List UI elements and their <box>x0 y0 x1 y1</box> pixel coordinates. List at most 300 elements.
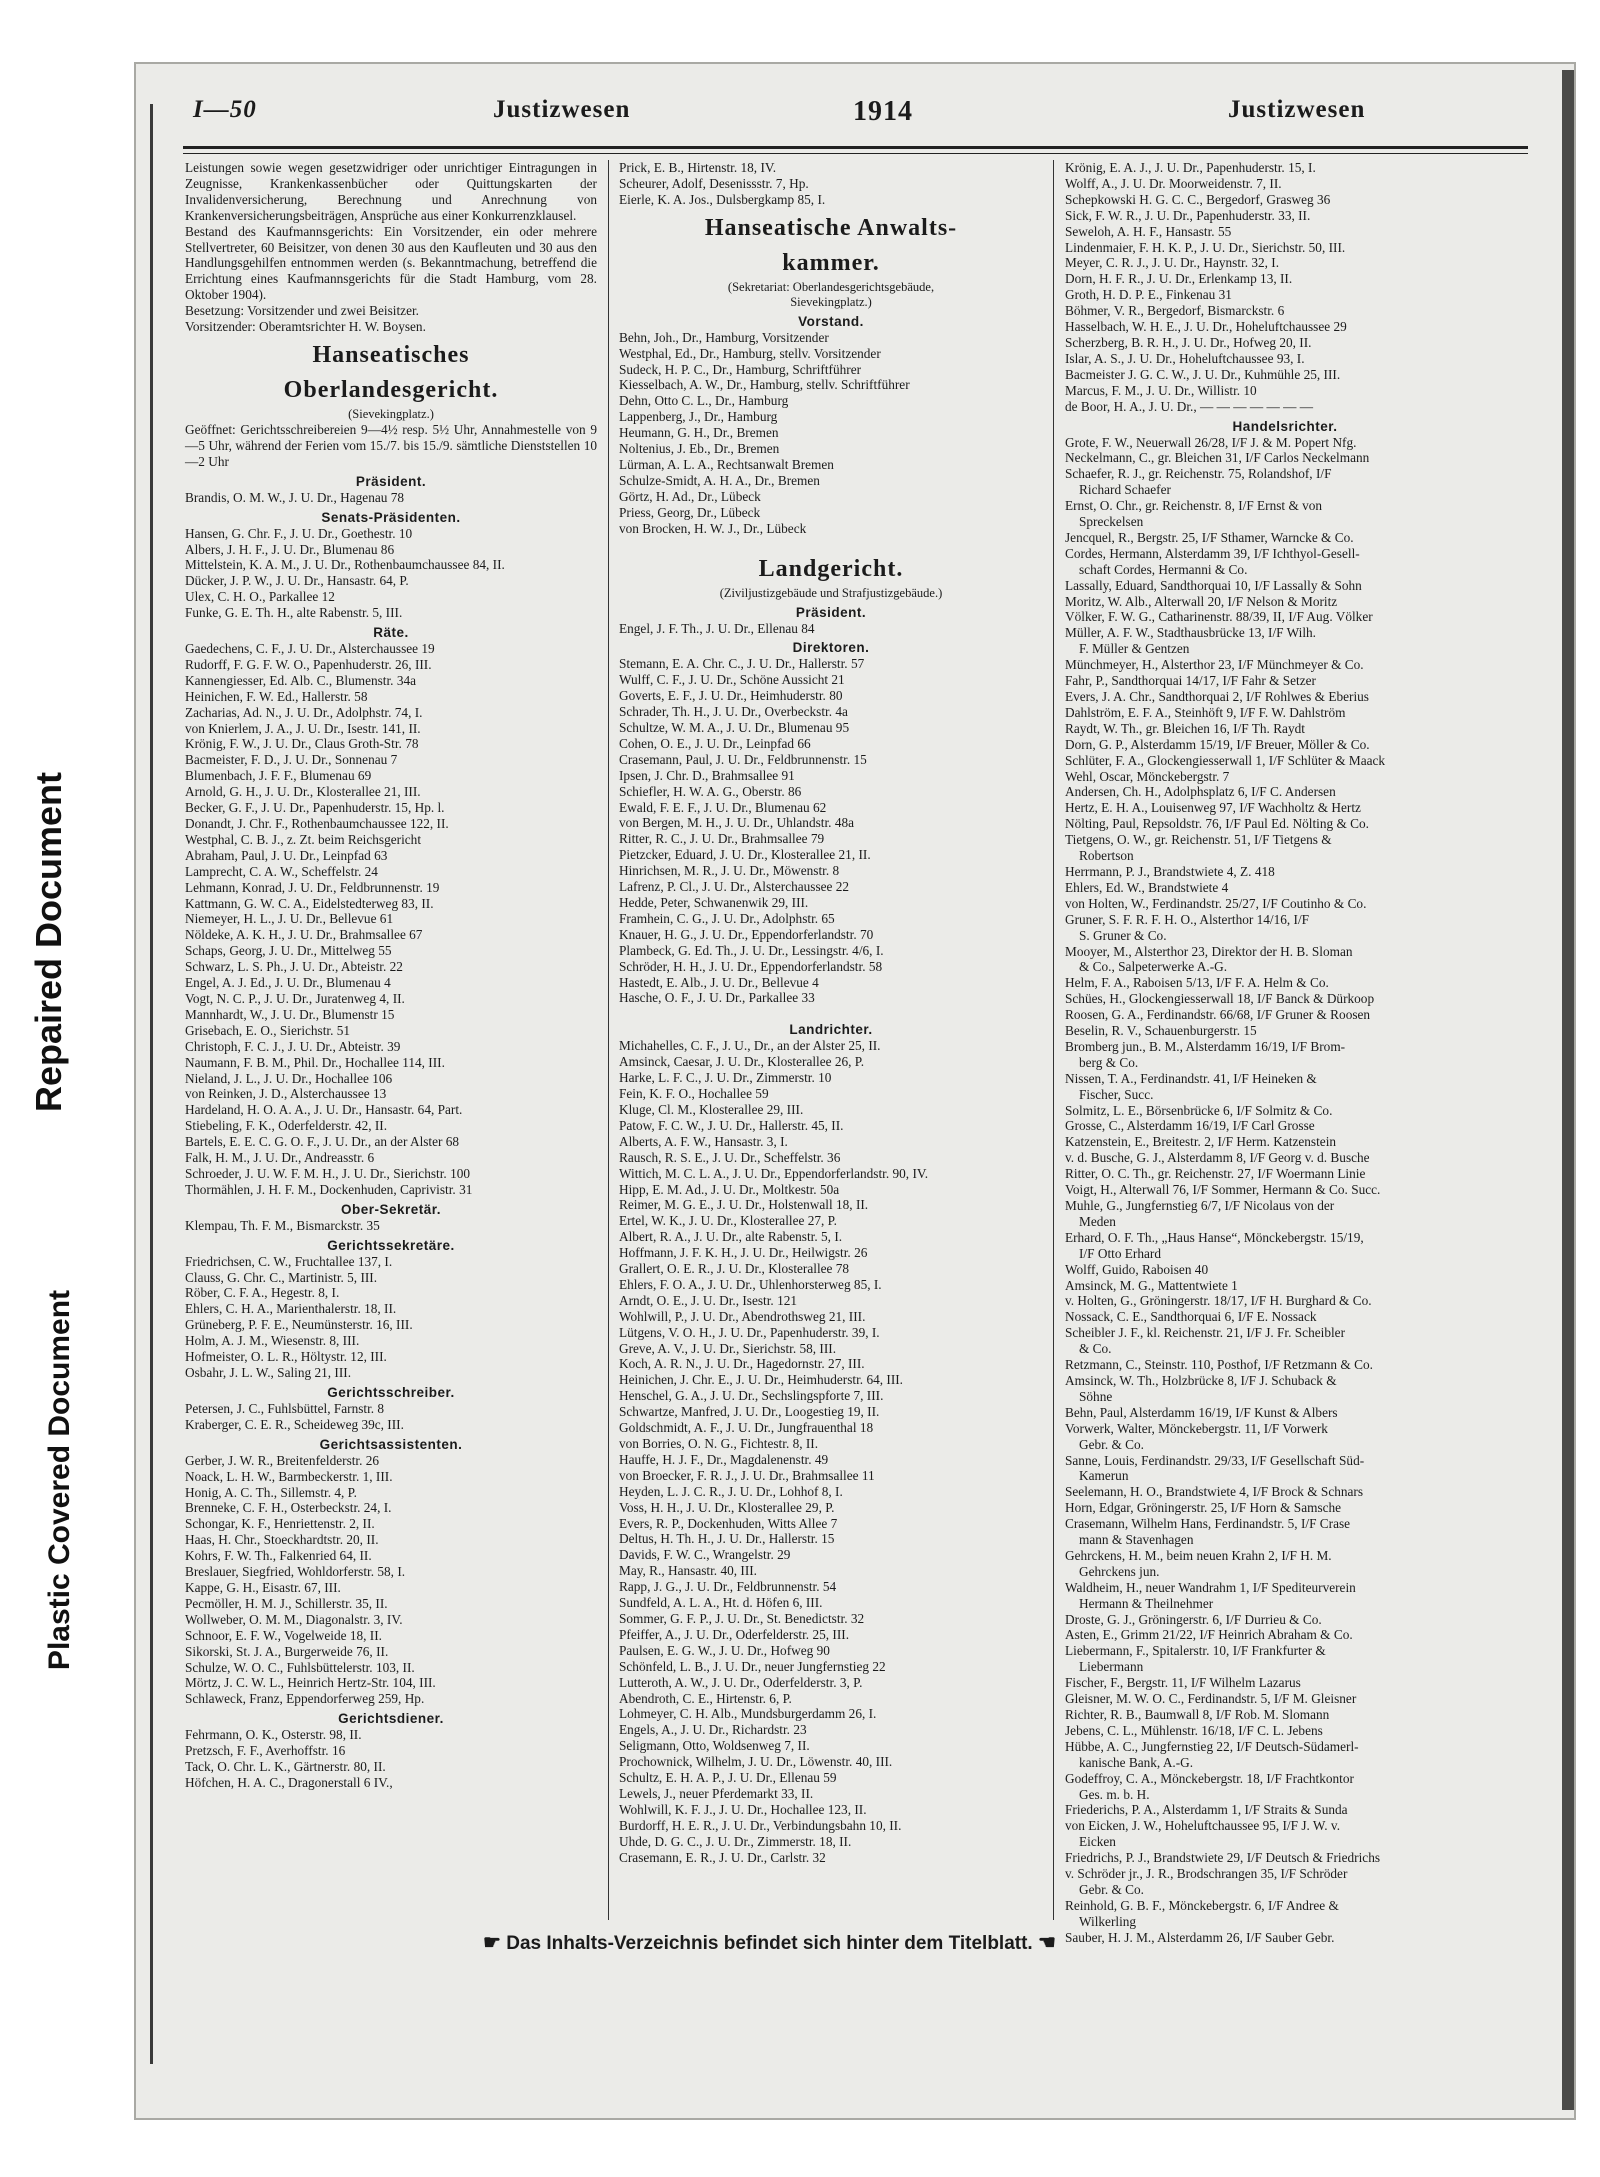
document-page <box>134 62 1576 2120</box>
directory-entry: Mannhardt, W., J. U. Dr., Blumenstr 15 <box>185 1006 395 1022</box>
year: 1914 <box>853 96 913 127</box>
directory-entry: Grüneberg, P. F. E., Neumünsterstr. 16, III. <box>185 1317 413 1333</box>
directory-entry: Erhard, O. F. Th., „Haus Hanse“, Mönckebergstr. 15/19, <box>1065 1229 1364 1245</box>
directory-entry: Müller, A. F. W., Stadthausbrücke 13, I/F Wilh. <box>1065 625 1316 641</box>
directory-entry: Nöldeke, A. K. H., J. U. Dr., Brahmsallee 67 <box>185 927 423 943</box>
directory-entry: Kappe, G. H., Eisastr. 67, III. <box>185 1579 341 1595</box>
directory-entry: Ritter, O. C. Th., gr. Reichenstr. 27, I/F Woermann Linie <box>1065 1166 1366 1182</box>
directory-entry: Holm, A. J. M., Wiesenstr. 8, III. <box>185 1333 360 1349</box>
directory-entry: Hasche, O. F., J. U. Dr., Parkallee 33 <box>619 990 815 1006</box>
directory-entry: Osbahr, J. L. W., Saling 21, III. <box>185 1365 352 1380</box>
column-divider <box>1053 160 1054 1920</box>
directory-entry: Lürman, A. L. A., Rechtsanwalt Bremen <box>619 456 834 472</box>
directory-entry: Herrmann, P. J., Brandstwiete 4, Z. 418 <box>1065 863 1275 879</box>
directory-entry: Pretzsch, F. F., Averhoffstr. 16 <box>185 1743 346 1759</box>
directory-entry: Wolff, A., J. U. Dr. Moorweidenstr. 7, II. <box>1065 175 1282 191</box>
directory-entry: Solmitz, L. E., Börsenbrücke 6, I/F Solmitz & Co. <box>1065 1102 1333 1118</box>
directory-entry: Godeffroy, C. A., Mönckebergstr. 18, I/F Frachtkontor <box>1065 1770 1354 1786</box>
directory-entry: Albers, J. H. F., J. U. Dr., Blumenau 86 <box>185 541 395 557</box>
directory-entry: von Eicken, J. W., Hoheluftchaussee 95, I/F J. W. v. <box>1065 1818 1341 1834</box>
directory-entry: von Broecker, F. R. J., J. U. Dr., Brahmsallee 11 <box>619 1467 875 1483</box>
directory-entry: Engels, A., J. U. Dr., Richardstr. 23 <box>619 1722 807 1738</box>
directory-entry: Hübbe, A. C., Jungfernstieg 22, I/F Deutsch-Südamerl- <box>1065 1738 1359 1754</box>
directory-entry: Wolff, Guido, Raboisen 40 <box>1065 1261 1209 1277</box>
directory-entry: Sundfeld, A. L. A., Ht. d. Höfen 6, III. <box>619 1595 823 1611</box>
directory-entry: Klempau, Th. F. M., Bismarckstr. 35 <box>185 1217 380 1233</box>
directory-entry: Lohmeyer, C. H. Alb., Mundsburgerdamm 26, I. <box>619 1706 877 1722</box>
directory-entry: Falk, H. M., J. U. Dr., Andreasstr. 6 <box>185 1150 375 1166</box>
paragraph: Besetzung: Vorsitzender und zwei Beisitzer. <box>185 303 419 319</box>
directory-entry: Dücker, J. P. W., J. U. Dr., Hansastr. 64, P. <box>185 573 409 589</box>
directory-entry: Engel, J. F. Th., J. U. Dr., Ellenau 84 <box>619 620 815 636</box>
directory-entry: Gehrckens, H. M., beim neuen Krahn 2, I/F H. M. <box>1065 1547 1332 1563</box>
subsection-heading: Senats-Präsidenten. <box>321 509 461 525</box>
directory-entry: Münchmeyer, H., Alsterthor 23, I/F Münchmeyer & Co. <box>1065 657 1364 673</box>
directory-entry: Bacmeister, F. D., J. U. Dr., Sonnenau 7 <box>185 752 398 768</box>
directory-entry: Gerber, J. W. R., Breitenfelderstr. 26 <box>185 1452 380 1468</box>
directory-entry: Patow, F. C. W., J. U. Dr., Hallerstr. 45, II. <box>619 1117 844 1133</box>
directory-entry: Clauss, G. Chr. C., Martinistr. 5, III. <box>185 1269 378 1285</box>
directory-entry: Wollweber, O. M. M., Diagonalstr. 3, IV. <box>185 1611 403 1627</box>
directory-entry: Noltenius, J. Eb., Dr., Bremen <box>619 441 780 457</box>
directory-entry: Pietzcker, Eduard, J. U. Dr., Klosterallee 21, II. <box>619 847 871 863</box>
plastic-covered-document-label: Plastic Covered Document <box>43 1289 76 1671</box>
directory-entry: Schaefer, R. J., gr. Reichenstr. 75, Rolandshof, I/F <box>1065 466 1332 482</box>
directory-entry: Abendroth, C. E., Hirtenstr. 6, P. <box>619 1690 792 1706</box>
directory-entry: Dahlström, E. F. A., Steinhöft 9, I/F F. W. Dahlström <box>1065 704 1346 720</box>
directory-entry: Henschel, G. A., J. U. Dr., Sechslingspforte 7, III. <box>619 1388 884 1404</box>
directory-entry: Mooyer, M., Alsterthor 23, Direktor der H. B. Sloman <box>1065 943 1353 959</box>
directory-entry: Lehmann, Konrad, J. U. Dr., Feldbrunnenstr. 19 <box>185 879 440 895</box>
subsection-heading: Räte. <box>373 625 409 641</box>
directory-entry: Katzenstein, E., Breitestr. 2, I/F Herm. Katzenstein <box>1065 1134 1337 1150</box>
section-note: (Ziviljustizgebäude und Strafjustizgebäude.) <box>719 585 943 600</box>
directory-entry: Cordes, Hermann, Alsterdamm 39, I/F Ichthyol-Gesell- <box>1065 545 1360 561</box>
section-title: Hanseatisches <box>312 341 470 368</box>
directory-entry: Niemeyer, H. L., J. U. Dr., Bellevue 61 <box>185 911 394 927</box>
directory-entry: Lappenberg, J., Dr., Hamburg <box>619 409 778 425</box>
directory-entry: Heumann, G. H., Dr., Bremen <box>619 425 779 441</box>
directory-entry: Hauffe, H. J. F., Dr., Magdalenenstr. 49 <box>619 1451 829 1467</box>
directory-entry: Kattmann, G. W. C. A., Eidelstedterweg 83, II. <box>185 895 434 911</box>
directory-entry: Sudeck, H. P. C., Dr., Hamburg, Schriftführer <box>619 361 862 377</box>
directory-entry: Donandt, J. Chr. F., Rothenbaumchaussee 122, II. <box>185 816 449 831</box>
directory-entry: Greve, A. V., J. U. Dr., Sierichstr. 58, III. <box>619 1340 837 1356</box>
paragraph: Leistungen sowie wegen gesetzwidriger oder unrichtiger Eintragungen in Zeugnisse, Krankenkassenbücher oder Quittungskarten der Invalidenversicherung, Berechnung und Anrechnung von Krankenversicherungsbeiträgen, Ansprüche aus einer Konkurrenzklausel. <box>185 160 597 223</box>
directory-entry: kanische Bank, A.-G. <box>1079 1754 1194 1770</box>
section-title: Oberlandesgericht. <box>283 376 499 403</box>
directory-entry: Hastedt, E. Alb., J. U. Dr., Bellevue 4 <box>619 974 819 990</box>
directory-entry: Schwarz, L. S. Ph., J. U. Dr., Abteistr. 22 <box>185 959 403 975</box>
directory-entry: Brandis, O. M. W., J. U. Dr., Hagenau 78 <box>185 489 405 505</box>
directory-entry: Eicken <box>1079 1834 1116 1850</box>
directory-entry: Evers, R. P., Dockenhuden, Witts Allee 7 <box>619 1515 838 1531</box>
directory-entry: Schlaweck, Franz, Eppendorferweg 259, Hp. <box>185 1691 425 1707</box>
directory-entry: Lütgens, V. O. H., J. U. Dr., Papenhuderstr. 39, I. <box>619 1324 880 1340</box>
directory-entry: Kannengiesser, Ed. Alb. C., Blumenstr. 34a <box>185 672 417 688</box>
directory-entry: Hofmeister, O. L. R., Höltystr. 12, III. <box>185 1349 387 1365</box>
directory-entry: berg & Co. <box>1079 1054 1139 1070</box>
directory-entry: Wulff, C. F., J. U. Dr., Schöne Aussicht 21 <box>619 672 845 688</box>
directory-entry: Ges. m. b. H. <box>1079 1786 1150 1802</box>
directory-entry: Priess, Georg, Dr., Lübeck <box>619 504 761 520</box>
header-rule <box>183 146 1528 154</box>
directory-entry: Mörtz, J. C. W. L., Heinrich Hertz-Str. 104, III. <box>185 1675 436 1691</box>
directory-entry: Thormählen, J. H. F. M., Dockenhuden, Caprivistr. 31 <box>185 1181 473 1197</box>
directory-entry: Horn, Edgar, Gröningerstr. 25, I/F Horn & Samsche <box>1065 1500 1342 1516</box>
directory-entry: Reimer, M. G. E., J. U. Dr., Holstenwall 18, II. <box>619 1197 869 1213</box>
directory-entry: Wohlwill, K. F. J., J. U. Dr., Hochallee 123, II. <box>619 1801 867 1817</box>
spacer <box>619 1006 1043 1018</box>
directory-entry: Schröder, H. H., J. U. Dr., Eppendorferlandstr. 58 <box>619 958 883 974</box>
directory-entry: Droste, G. J., Gröningerstr. 6, I/F Durrieu & Co. <box>1065 1611 1322 1627</box>
directory-entry: Fehrmann, O. K., Osterstr. 98, II. <box>185 1727 362 1743</box>
directory-entry: S. Gruner & Co. <box>1079 927 1167 943</box>
directory-entry: Kiesselbach, A. W., Dr., Hamburg, stellv. Schriftführer <box>619 377 910 393</box>
directory-entry: Hedde, Peter, Schwanenwik 29, III. <box>619 895 809 910</box>
directory-entry: Behn, Joh., Dr., Hamburg, Vorsitzender <box>619 329 829 345</box>
paragraph: Bestand des Kaufmannsgerichts: Ein Vorsitzender, ein oder mehrere Stellvertreter, 60 Beisitzer, von denen 30 aus den Kaufleuten und 30 aus den Handlungsgehilfen entnommen werden (s. Bekanntmachung, betreffend die Errichtung eines Kaufmannsgerichts für die Stadt Hamburg, vom 28. Oktober 1904). <box>185 223 597 303</box>
directory-entry: Paulsen, E. G. W., J. U. Dr., Hofweg 90 <box>619 1642 830 1658</box>
directory-entry: von Bergen, M. H., J. U. Dr., Uhlandstr. 48a <box>619 815 855 831</box>
directory-entry: Groth, H. D. P. E., Finkenau 31 <box>1065 287 1232 303</box>
directory-entry: Koch, A. R. N., J. U. Dr., Hagedornstr. 27, III. <box>619 1356 865 1372</box>
directory-entry: Fischer, F., Bergstr. 11, I/F Wilhelm Lazarus <box>1065 1675 1301 1691</box>
directory-entry: Breslauer, Siegfried, Wohldorferstr. 58, I. <box>185 1564 406 1580</box>
directory-entry: Abraham, Paul, J. U. Dr., Leinpfad 63 <box>185 847 388 863</box>
directory-entry: Seelemann, H. O., Brandstwiete 4, I/F Brock & Schnars <box>1065 1484 1364 1500</box>
directory-entry: Prochownick, Wilhelm, J. U. Dr., Löwenstr. 40, III. <box>619 1754 893 1770</box>
directory-entry: Evers, J. A. Chr., Sandthorquai 2, I/F Rohlwes & Eberius <box>1065 689 1369 704</box>
directory-entry: Albert, R. A., J. U. Dr., alte Rabenstr. 5, I. <box>619 1229 843 1245</box>
directory-entry: Seligmann, Otto, Woldsenweg 7, II. <box>619 1738 810 1754</box>
directory-entry: Rapp, J. G., J. U. Dr., Feldbrunnenstr. 54 <box>619 1579 837 1595</box>
directory-entry: Bacmeister J. G. C. W., J. U. Dr., Kuhmühle 25, III. <box>1065 366 1341 382</box>
directory-entry: Richter, R. B., Baumwall 8, I/F Rob. M. Slomann <box>1065 1707 1330 1722</box>
directory-entry: Gleisner, M. W. O. C., Ferdinandstr. 5, I/F M. Gleisner <box>1065 1691 1357 1707</box>
directory-entry: Scheibler J. F., kl. Reichenstr. 21, I/F J. Fr. Scheibler <box>1065 1325 1345 1341</box>
directory-entry: Haas, H. Chr., Stoeckhardtstr. 20, II. <box>185 1532 379 1548</box>
directory-entry: Liebermann <box>1079 1659 1144 1675</box>
directory-entry: Deltus, H. Th. H., J. U. Dr., Hallerstr. 15 <box>619 1531 835 1547</box>
directory-entry: Davids, F. W. C., Wrangelstr. 29 <box>619 1547 791 1563</box>
directory-entry: Harke, L. F. C., J. U. Dr., Zimmerstr. 10 <box>619 1070 832 1086</box>
running-title-left: Justizwesen <box>493 96 631 123</box>
directory-entry: Meden <box>1079 1213 1116 1229</box>
directory-entry: Voss, H. H., J. U. Dr., Klosterallee 29, P. <box>619 1499 835 1515</box>
directory-entry: von Knierlem, J. A., J. U. Dr., Isestr. 141, II. <box>185 720 421 736</box>
directory-entry: Grallert, O. E. R., J. U. Dr., Klosterallee 78 <box>619 1261 850 1277</box>
directory-entry: Prick, E. B., Hirtenstr. 18, IV. <box>619 160 777 175</box>
directory-entry: Rudorff, F. G. F. W. O., Papenhuderstr. 26, III. <box>185 656 432 672</box>
directory-entry: Grosse, C., Alsterdamm 16/19, I/F Carl Grosse <box>1065 1118 1315 1134</box>
subsection-heading: Ober-Sekretär. <box>340 1201 442 1217</box>
directory-entry: Mittelstein, K. A. M., J. U. Dr., Rothenbaumchaussee 84, II. <box>185 557 505 573</box>
directory-entry: Amsinck, W. Th., Holzbrücke 8, I/F J. Schuback & <box>1065 1372 1337 1388</box>
directory-entry: Schulze, W. O. C., Fuhlsbüttelerstr. 103, II. <box>185 1659 415 1675</box>
directory-entry: Bartels, E. E. C. G. O. F., J. U. Dr., an der Alster 68 <box>185 1134 460 1150</box>
running-title-right: Justizwesen <box>1228 96 1366 123</box>
directory-entry: Schnoor, E. F. W., Vogelweide 18, II. <box>185 1627 382 1643</box>
directory-entry: Schepkowski H. G. C. C., Bergedorf, Grasweg 36 <box>1065 191 1331 207</box>
column-1 <box>185 160 597 1920</box>
directory-entry: Wittich, M. C. L. A., J. U. Dr., Eppendorferlandstr. 90, IV. <box>619 1165 929 1181</box>
directory-entry: Schwartze, Manfred, J. U. Dr., Loogestieg 19, II. <box>619 1404 880 1420</box>
directory-entry: Nieland, J. L., J. U. Dr., Hochallee 106 <box>185 1070 393 1086</box>
directory-entry: Tietgens, O. W., gr. Reichenstr. 51, I/F Tietgens & <box>1065 832 1332 848</box>
directory-entry: Tack, O. Chr. L. K., Gärtnerstr. 80, II. <box>185 1759 386 1775</box>
section-title: Hanseatische Anwalts- <box>704 214 958 241</box>
directory-entry: Kluge, Cl. M., Klosterallee 29, III. <box>619 1101 804 1117</box>
directory-entry: Behn, Paul, Alsterdamm 16/19, I/F Kunst & Albers <box>1065 1404 1338 1420</box>
directory-entry: Fischer, Succ. <box>1079 1086 1154 1102</box>
subsection-heading: Handelsrichter. <box>1232 418 1338 434</box>
directory-entry: Görtz, H. Ad., Dr., Lübeck <box>619 488 761 504</box>
directory-entry: Sommer, G. F. P., J. U. Dr., St. Benedictstr. 32 <box>619 1610 865 1626</box>
footer-note <box>483 1930 1383 1960</box>
directory-entry: Höfchen, H. A. C., Dragonerstall 6 IV., <box>185 1774 393 1790</box>
directory-entry: & Co. <box>1079 1341 1112 1357</box>
directory-entry: Hoffmann, J. F. K. H., J. U. Dr., Heilwigstr. 26 <box>619 1245 868 1261</box>
directory-entry: Petersen, J. C., Fuhlsbüttel, Farnstr. 8 <box>185 1400 385 1416</box>
directory-entry: Dorn, H. F. R., J. U. Dr., Erlenkamp 13, II. <box>1065 271 1293 287</box>
directory-entry: Fahr, P., Sandthorquai 14/17, I/F Fahr & Setzer <box>1065 673 1316 689</box>
directory-entry: Uhde, D. G. C., J. U. Dr., Zimmerstr. 18, II. <box>619 1833 852 1849</box>
directory-entry: Richard Schaefer <box>1079 482 1171 498</box>
section-note: (Sekretariat: Oberlandesgerichtsgebäude, <box>727 279 935 294</box>
subsection-heading: Gerichtssekretäre. <box>327 1237 455 1253</box>
directory-entry: Noack, L. H. W., Barmbeckerstr. 1, III. <box>185 1468 393 1484</box>
directory-entry: Knauer, H. G., J. U. Dr., Eppendorferlandstr. 70 <box>619 926 874 942</box>
directory-entry: Krönig, F. W., J. U. Dr., Claus Groth-Str. 78 <box>185 736 419 752</box>
directory-entry: Schultze, W. M. A., J. U. Dr., Blumenau 95 <box>619 720 850 736</box>
subsection-heading: Vorstand. <box>798 313 864 329</box>
subsection-heading: Präsident. <box>355 473 427 489</box>
directory-entry: Burdorff, H. E. R., J. U. Dr., Verbindungsbahn 10, II. <box>619 1817 902 1833</box>
directory-entry: Becker, G. F., J. U. Dr., Papenhuderstr. 15, Hp. l. <box>185 800 445 816</box>
directory-entry: Meyer, C. R. J., J. U. Dr., Haynstr. 32, I. <box>1065 255 1280 271</box>
directory-entry: Krönig, E. A. J., J. U. Dr., Papenhuderstr. 15, I. <box>1065 160 1316 175</box>
directory-entry: Lamprecht, C. A. W., Scheffelstr. 24 <box>185 863 378 879</box>
directory-entry: Liebermann, F., Spitalerstr. 10, I/F Frankfurter & <box>1065 1643 1326 1659</box>
directory-entry: Hardeland, H. O. A. A., J. U. Dr., Hansastr. 64, Part. <box>185 1102 463 1118</box>
directory-entry: Honig, A. C. Th., Sillemstr. 4, P. <box>185 1484 357 1500</box>
directory-entry: Nissen, T. A., Ferdinandstr. 41, I/F Heineken & <box>1065 1070 1317 1086</box>
directory-entry: Heyden, L. J. C. R., J. U. Dr., Lohhof 8, I. <box>619 1483 843 1499</box>
section-title: kammer. <box>782 249 880 276</box>
binding-edge <box>1562 70 1574 2110</box>
directory-entry: von Reinken, J. D., Alsterchaussee 13 <box>185 1086 387 1102</box>
directory-entry: Ehlers, C. H. A., Marienthalerstr. 18, II. <box>185 1301 397 1317</box>
directory-entry: Wohlwill, P., J. U. Dr., Abendrothsweg 21, III. <box>619 1308 866 1324</box>
directory-entry: Arndt, O. E., J. U. Dr., Isestr. 121 <box>619 1292 798 1308</box>
directory-entry: Asten, E., Grimm 21/22, I/F Heinrich Abraham & Co. <box>1065 1627 1353 1643</box>
directory-entry: Grote, F. W., Neuerwall 26/28, I/F J. & M. Popert Nfg. <box>1065 434 1357 450</box>
directory-entry: Moritz, W. Alb., Alterwall 20, I/F Nelson & Moritz <box>1065 593 1338 609</box>
directory-entry: Söhne <box>1079 1388 1113 1404</box>
directory-entry: Lutteroth, A. W., J. U. Dr., Oderfelderstr. 3, P. <box>619 1674 863 1690</box>
directory-entry: Roosen, G. A., Ferdinandstr. 66/68, I/F Gruner & Roosen <box>1065 1007 1371 1023</box>
directory-entry: Naumann, F. B. M., Phil. Dr., Hochallee 114, III. <box>185 1054 445 1070</box>
directory-entry: Kohrs, F. W. Th., Falkenried 64, II. <box>185 1548 372 1564</box>
directory-entry: Plambeck, G. Ed. Th., J. U. Dr., Lessingstr. 4/6, I. <box>619 942 884 958</box>
directory-entry: Gehrckens jun. <box>1079 1563 1160 1579</box>
directory-entry: Christoph, F. C. J., J. U. Dr., Abteistr. 39 <box>185 1038 401 1054</box>
page-header <box>193 96 1523 136</box>
directory-entry: Framhein, C. G., J. U. Dr., Adolphstr. 65 <box>619 910 835 926</box>
directory-entry: Engel, A. J. Ed., J. U. Dr., Blumenau 4 <box>185 975 391 991</box>
directory-entry: Goldschmidt, A. F., J. U. Dr., Jungfrauenthal 18 <box>619 1420 874 1436</box>
directory-entry: Waldheim, H., neuer Wandrahm 1, I/F Spediteurverein <box>1065 1579 1356 1595</box>
subsection-heading: Landrichter. <box>789 1022 873 1038</box>
page-number: I—50 <box>193 96 257 123</box>
directory-entry: Andersen, Ch. H., Adolphsplatz 6, I/F C. Andersen <box>1065 784 1336 800</box>
directory-entry: Muhle, G., Jungfernstieg 6/7, I/F Nicolaus von der <box>1065 1198 1335 1213</box>
directory-entry: Ulex, C. H. O., Parkallee 12 <box>185 589 335 605</box>
directory-entry: Schiefler, H. W. A. G., Oberstr. 86 <box>619 783 802 799</box>
directory-entry: May, R., Hansastr. 40, III. <box>619 1563 757 1579</box>
directory-entry: Friedrichsen, C. W., Fruchtallee 137, I. <box>185 1253 393 1269</box>
pointing-hand-left-icon: ☚ <box>1038 1932 1056 1954</box>
spacer <box>619 537 1043 549</box>
directory-entry: Goverts, E. F., J. U. Dr., Heimhuderstr. 80 <box>619 688 843 704</box>
directory-entry: de Boor, H. A., J. U. Dr., — — — — — — — <box>1065 398 1314 414</box>
directory-entry: Schrader, Th. H., J. U. Dr., Overbeckstr. 4a <box>619 704 848 720</box>
directory-entry: Nossack, C. E., Sandthorquai 6, I/F E. Nossack <box>1065 1309 1317 1325</box>
directory-entry: Hermann & Theilnehmer <box>1079 1595 1214 1611</box>
directory-entry: Hasselbach, W. H. E., J. U. Dr., Hoheluftchaussee 29 <box>1065 319 1347 335</box>
directory-entry: Gaedechens, C. F., J. U. Dr., Alsterchaussee 19 <box>185 641 435 657</box>
directory-entry: F. Müller & Gentzen <box>1079 641 1190 657</box>
directory-entry: Völker, F. W. G., Catharinenstr. 88/39, II, I/F Aug. Völker <box>1065 609 1373 625</box>
directory-entry: Crasemann, Wilhelm Hans, Ferdinandstr. 5, I/F Crase <box>1065 1516 1351 1532</box>
directory-entry: Vorwerk, Walter, Mönckebergstr. 11, I/F Vorwerk <box>1065 1420 1328 1436</box>
directory-entry: Schongar, K. F., Henriettenstr. 2, II. <box>185 1516 375 1532</box>
directory-entry: Islar, A. S., J. U. Dr., Hoheluftchaussee 93, I. <box>1065 350 1305 366</box>
directory-entry: Wilkerling <box>1079 1913 1137 1929</box>
directory-entry: Scherzberg, B. R. H., J. U. Dr., Hofweg 20, II. <box>1065 334 1312 350</box>
column-3 <box>1065 160 1505 1945</box>
directory-entry: Dehn, Otto C. L., Dr., Hamburg <box>619 393 789 409</box>
pointing-hand-right-icon: ☛ <box>483 1932 501 1954</box>
directory-entry: Grisebach, E. O., Sierichstr. 51 <box>185 1022 351 1038</box>
directory-entry: Amsinck, M. G., Mattentwiete 1 <box>1065 1277 1238 1293</box>
directory-entry: Schües, H., Glockengiesserwall 18, I/F Banck & Dürkoop <box>1065 991 1375 1007</box>
directory-entry: Lassally, Eduard, Sandthorquai 10, I/F Lassally & Sohn <box>1065 577 1362 593</box>
directory-entry: Wehl, Oscar, Mönckebergstr. 7 <box>1065 768 1230 784</box>
directory-entry: Kamerun <box>1079 1468 1129 1484</box>
directory-entry: Hertz, E. H. A., Louisenweg 97, I/F Wachholtz & Hertz <box>1065 800 1361 816</box>
directory-entry: Seweloh, A. H. F., Hansastr. 55 <box>1065 223 1232 239</box>
directory-entry: Eierle, K. A. Jos., Dulsbergkamp 85, I. <box>619 191 826 207</box>
column-divider <box>608 160 609 1920</box>
directory-entry: Sick, F. W. R., J. U. Dr., Papenhuderstr. 33, II. <box>1065 207 1311 223</box>
directory-entry: Ehlers, Ed. W., Brandstwiete 4 <box>1065 879 1229 895</box>
directory-entry: Helm, F. A., Raboisen 5/13, I/F F. A. Helm & Co. <box>1065 975 1329 991</box>
subsection-heading: Gerichtsdiener. <box>338 1711 444 1727</box>
directory-entry: Jencquel, R., Bergstr. 25, I/F Sthamer, Warncke & Co. <box>1065 529 1354 545</box>
directory-entry: Stiebeling, F. K., Oderfelderstr. 42, II. <box>185 1118 388 1134</box>
directory-entry: Röber, C. F. A., Hegestr. 8, I. <box>185 1285 340 1301</box>
directory-entry: Schroeder, J. U. W. F. M. H., J. U. Dr., Sierichstr. 100 <box>185 1165 471 1181</box>
directory-entry: Stemann, E. A. Chr. C., J. U. Dr., Hallerstr. 57 <box>619 656 865 672</box>
directory-entry: Gruner, S. F. R. F. H. O., Alsterthor 14/16, I/F <box>1065 911 1310 927</box>
section-note: Sievekingplatz.) <box>790 294 872 309</box>
directory-entry: Heinichen, F. W. Ed., Hallerstr. 58 <box>185 688 368 704</box>
footer-text: Das Inhalts-Verzeichnis befindet sich hinter dem Titelblatt. <box>506 1933 1033 1954</box>
directory-entry: v. Schröder jr., J. R., Brodschrangen 35, I/F Schröder <box>1065 1866 1348 1882</box>
directory-entry: Ipsen, J. Chr. D., Brahmsallee 91 <box>619 767 795 783</box>
directory-entry: Pfeiffer, A., J. U. Dr., Oderfelderstr. 25, III. <box>619 1626 850 1642</box>
subsection-heading: Präsident. <box>795 604 867 620</box>
subsection-heading: Gerichtsassistenten. <box>319 1436 463 1452</box>
directory-entry: von Brocken, H. W. J., Dr., Lübeck <box>619 520 807 536</box>
directory-entry: Ertel, W. K., J. U. Dr., Klosterallee 27, P. <box>619 1213 837 1229</box>
directory-entry: von Borries, O. N. G., Fichtestr. 8, II. <box>619 1436 819 1451</box>
directory-entry: Alberts, A. F. W., Hansastr. 3, I. <box>619 1133 788 1149</box>
directory-entry: Voigt, H., Alterwall 76, I/F Sommer, Hermann & Co. Succ. <box>1065 1182 1381 1198</box>
directory-entry: Rausch, R. S. E., J. U. Dr., Scheffelstr. 36 <box>619 1149 841 1165</box>
directory-entry: Michahelles, C. F., J. U., Dr., an der Alster 25, II. <box>619 1038 881 1054</box>
directory-entry: Zacharias, Ad. N., J. U. Dr., Adolphstr. 74, I. <box>185 704 423 720</box>
directory-entry: Lafrenz, P. Cl., J. U. Dr., Alsterchaussee 22 <box>619 879 850 895</box>
paragraph: Geöffnet: Gerichtsschreibereien 9—4½ resp. 5½ Uhr, Annahmestelle von 9—5 Uhr, während der Ferien vom 15./7. bis 15./9. sämtliche Dienststellen 10—2 Uhr <box>185 421 597 469</box>
directory-entry: Friedrichs, P. J., Brandstwiete 29, I/F Deutsch & Friedrichs <box>1065 1850 1381 1866</box>
directory-entry: Arnold, G. H., J. U. Dr., Klosterallee 21, III. <box>185 784 421 800</box>
directory-entry: Neckelmann, C., gr. Bleichen 31, I/F Carlos Neckelmann <box>1065 450 1370 466</box>
directory-entry: v. d. Busche, G. J., Alsterdamm 8, I/F Georg v. d. Busche <box>1065 1150 1370 1166</box>
directory-entry: Dorn, G. P., Alsterdamm 15/19, I/F Breuer, Möller & Co. <box>1065 736 1370 752</box>
directory-entry: Friederichs, P. A., Alsterdamm 1, I/F Straits & Sunda <box>1065 1802 1348 1818</box>
paragraph: Vorsitzender: Oberamtsrichter H. W. Boysen. <box>185 319 426 335</box>
directory-entry: Schultz, E. H. A. P., J. U. Dr., Ellenau 59 <box>619 1770 837 1786</box>
directory-entry: Hinrichsen, M. R., J. U. Dr., Möwenstr. 8 <box>619 863 840 879</box>
directory-entry: von Holten, W., Ferdinandstr. 25/27, I/F Coutinho & Co. <box>1065 895 1367 911</box>
directory-entry: Sikorski, St. J. A., Burgerweide 76, II. <box>185 1643 389 1659</box>
directory-entry: Sauber, H. J. M., Alsterdamm 26, I/F Sauber Gebr. <box>1065 1929 1335 1945</box>
directory-entry: Crasemann, Paul, J. U. Dr., Feldbrunnenstr. 15 <box>619 751 867 767</box>
column-2 <box>619 160 1043 1920</box>
directory-entry: Lewels, J., neuer Pferdemarkt 33, II. <box>619 1785 814 1801</box>
directory-entry: Nölting, Paul, Repsoldstr. 76, I/F Paul Ed. Nölting & Co. <box>1065 816 1369 832</box>
directory-entry: Schönfeld, L. B., J. U. Dr., neuer Jungfernstieg 22 <box>619 1658 886 1674</box>
directory-entry: Fein, K. F. O., Hochallee 59 <box>619 1086 769 1102</box>
directory-entry: Retzmann, C., Steinstr. 110, Posthof, I/F Retzmann & Co. <box>1065 1357 1373 1373</box>
directory-entry: Funke, G. E. Th. H., alte Rabenstr. 5, III. <box>185 605 403 621</box>
directory-entry: Gebr. & Co. <box>1079 1881 1145 1897</box>
directory-entry: Robertson <box>1079 848 1134 864</box>
directory-entry: v. Holten, G., Gröningerstr. 18/17, I/F H. Burghard & Co. <box>1065 1293 1372 1309</box>
section-note: (Sievekingplatz.) <box>348 406 434 421</box>
directory-entry: Raydt, W. Th., gr. Bleichen 16, I/F Th. Raydt <box>1065 720 1305 736</box>
directory-entry: Bromberg jun., B. M., Alsterdamm 16/19, I/F Brom- <box>1065 1038 1346 1054</box>
directory-entry: Jebens, C. L., Mühlenstr. 16/18, I/F C. L. Jebens <box>1065 1722 1323 1738</box>
directory-entry: Beselin, R. V., Schauenburgerstr. 15 <box>1065 1023 1257 1039</box>
directory-entry: Heinichen, J. Chr. E., J. U. Dr., Heimhuderstr. 64, III. <box>619 1372 903 1388</box>
directory-entry: Ernst, O. Chr., gr. Reichenstr. 8, I/F Ernst & von <box>1065 498 1323 514</box>
directory-entry: Böhmer, V. R., Bergedorf, Bismarckstr. 6 <box>1065 303 1285 319</box>
page-content <box>150 96 1531 2064</box>
directory-entry: Cohen, O. E., J. U. Dr., Leinpfad 66 <box>619 735 811 751</box>
directory-entry: Ritter, R. C., J. U. Dr., Brahmsallee 79 <box>619 831 825 847</box>
directory-entry: Kraberger, C. E. R., Scheideweg 39c, III. <box>185 1416 404 1432</box>
directory-entry: & Co., Salpeterwerke A.-G. <box>1079 959 1228 975</box>
directory-entry: schaft Cordes, Hermanni & Co. <box>1079 561 1248 577</box>
directory-entry: Pecmöller, H. M. J., Schillerstr. 35, II. <box>185 1595 388 1611</box>
directory-entry: Westphal, Ed., Dr., Hamburg, stellv. Vorsitzender <box>619 345 881 361</box>
directory-entry: Sanne, Louis, Ferdinandstr. 29/33, I/F Gesellschaft Süd- <box>1065 1452 1365 1468</box>
directory-entry: Amsinck, Caesar, J. U. Dr., Klosterallee 26, P. <box>619 1054 865 1070</box>
